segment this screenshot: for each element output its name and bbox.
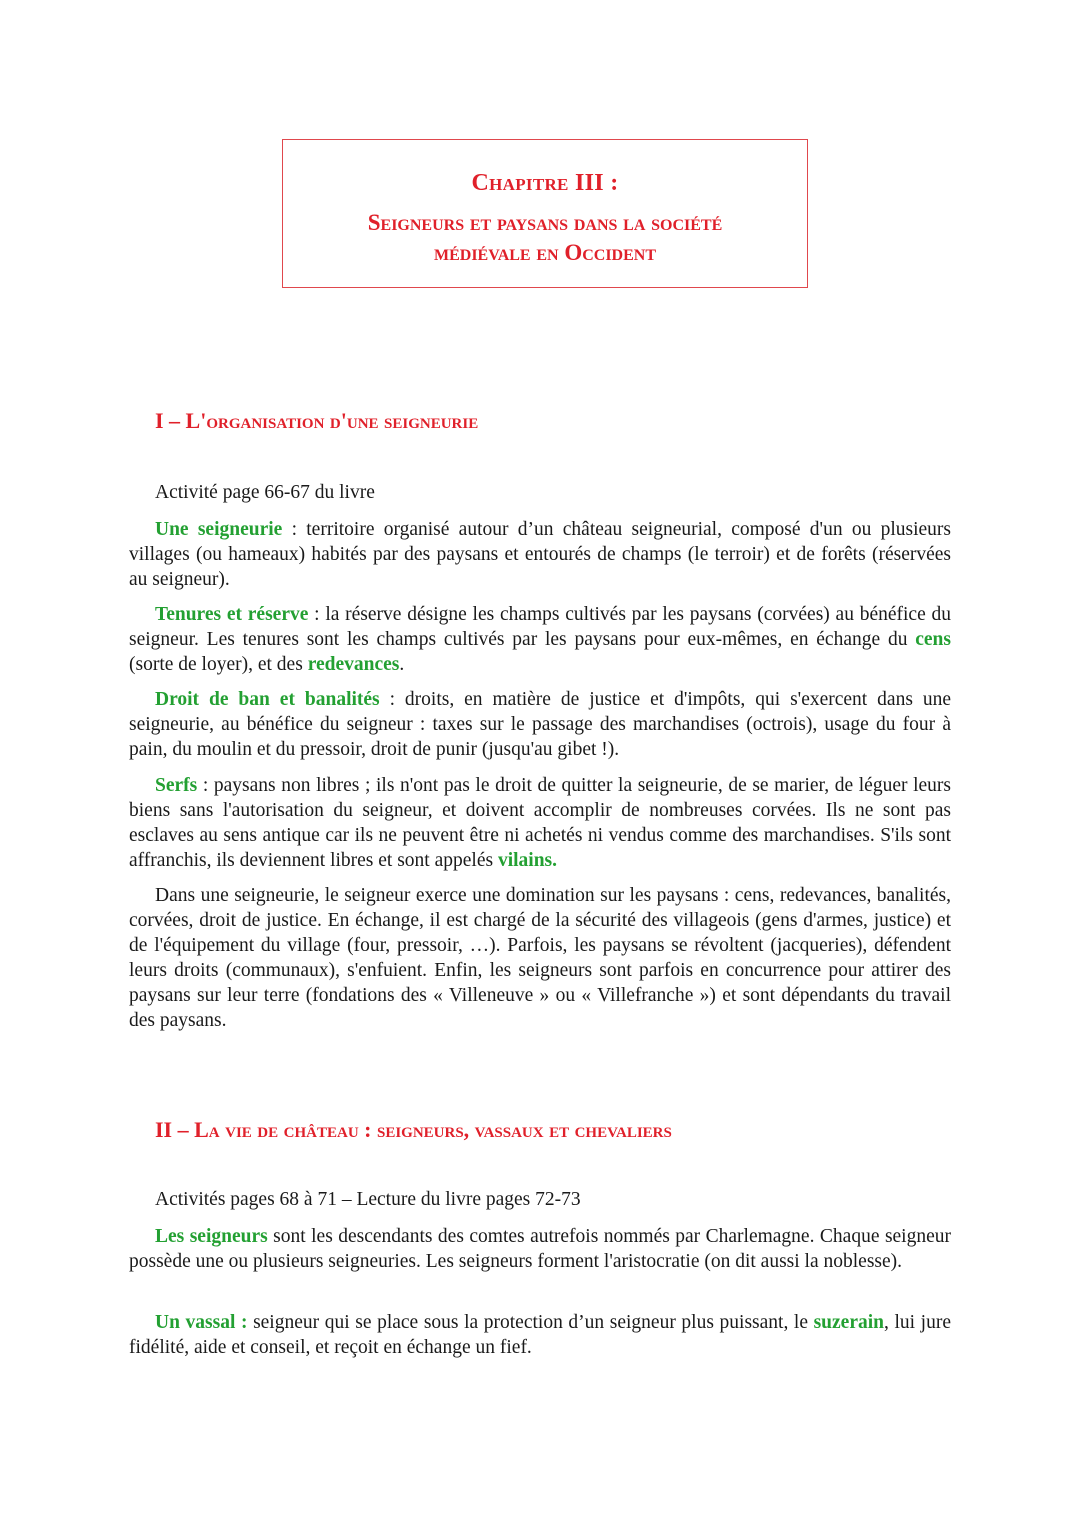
chapter-subtitle [283,208,807,268]
definition-text: , lui jure fidélité, aide et conseil, et reçoit en échange un fief. [129,1312,951,1358]
definition-text: : la réserve désigne les champs cultivés par les paysans (corvées) au bénéfice du seigneur. Les tenures sont les champs cultivés par les paysans pour eux-mêmes, en échange du [129,604,951,650]
definition-text: sont les descendants des comtes autrefois nommés par Charlemagne. Chaque seigneur possède une ou plusieurs seigneuries. Les seigneurs forment l'aristocratie (on dit aussi la noblesse). [129,1226,951,1272]
section-2-title: II – La vie de château : seigneurs, vassaux et chevaliers [155,1117,672,1142]
definition-vassal [129,1310,951,1360]
term-seigneurie: Une seigneurie [155,519,283,540]
definition-text: . [399,654,405,675]
definition-text: (sorte de loyer), et des [129,654,308,675]
section-2-activity: Activités pages 68 à 71 – Lecture du livre pages 72-73 [155,1189,581,1210]
section-1-activity: Activité page 66-67 du livre [155,482,375,503]
definition-text: : territoire organisé autour d’un château seigneurial, composé d'un ou plusieurs villages (ou hameaux) habités par des paysans et entourés de champs (le terroir) et de forêts (réservées au seigneur). [129,519,951,590]
definition-text: seigneur qui se place sous la protection d’un seigneur plus puissant, le [247,1312,814,1333]
definition-seigneurie [129,517,951,592]
definition-text: : paysans non libres ; ils n'ont pas le droit de quitter la seigneurie, de se marier, de léguer leurs biens sans l'autorisation du seigneur, et doivent accomplir de nombreuses corvées. Ils ne sont pas esclaves au sens antique car ils ne peuvent être ni achetés ni vendus comme des marchandises. S'ils sont affranchis, ils deviennent libres et sont appelés [129,775,951,871]
chapter-title-box [282,139,808,288]
term-vilains: vilains. [497,850,558,871]
section-1-title: I – L'organisation d'une seigneurie [155,408,479,433]
chapter-subtitle-line1: Seigneurs et paysans dans la société [367,210,723,235]
term-vassal: Un vassal : [155,1312,248,1333]
term-cens: cens [915,629,951,650]
term-seigneurs: Les seigneurs [155,1226,268,1247]
term-droit-de-ban: Droit de ban et banalités [155,689,380,710]
definition-text: : droits, en matière de justice et d'impôts, qui s'exercent dans une seigneurie, au bénéfice du seigneur : taxes sur le passage des marchandises (octrois), usage du four à pain, du moulin et du pressoir, droit de punir (jusqu'au gibet !). [129,689,951,760]
term-suzerain: suzerain [813,1312,885,1333]
definition-serfs [129,773,951,873]
summary-paragraph: Dans une seigneurie, le seigneur exerce une domination sur les paysans : cens, redevances, banalités, corvées, droit de justice. En échange, il est chargé de la sécurité des villageois (gens d'armes, justice) et de l'équipement du village (four, pressoir, …). Parfois, les paysans se révoltent (jacqueries), défendent leurs droits (communaux), s'enfuient. Enfin, les seigneurs sont parfois en concurrence pour attirer des paysans sur leur terre (fondations des « Villeneuve » ou « Villefranche ») et sont dépendants du travail des paysans. [129,885,951,1031]
term-tenures-reserve: Tenures et réserve [155,604,309,625]
term-redevances: redevances [307,654,400,675]
term-serfs: Serfs [155,775,198,796]
chapter-number: Chapitre III : [471,170,619,196]
definition-tenures [129,602,951,677]
definition-ban [129,687,951,762]
definition-seigneurs [129,1224,951,1274]
chapter-subtitle-line2: médiévale en Occident [433,240,657,265]
